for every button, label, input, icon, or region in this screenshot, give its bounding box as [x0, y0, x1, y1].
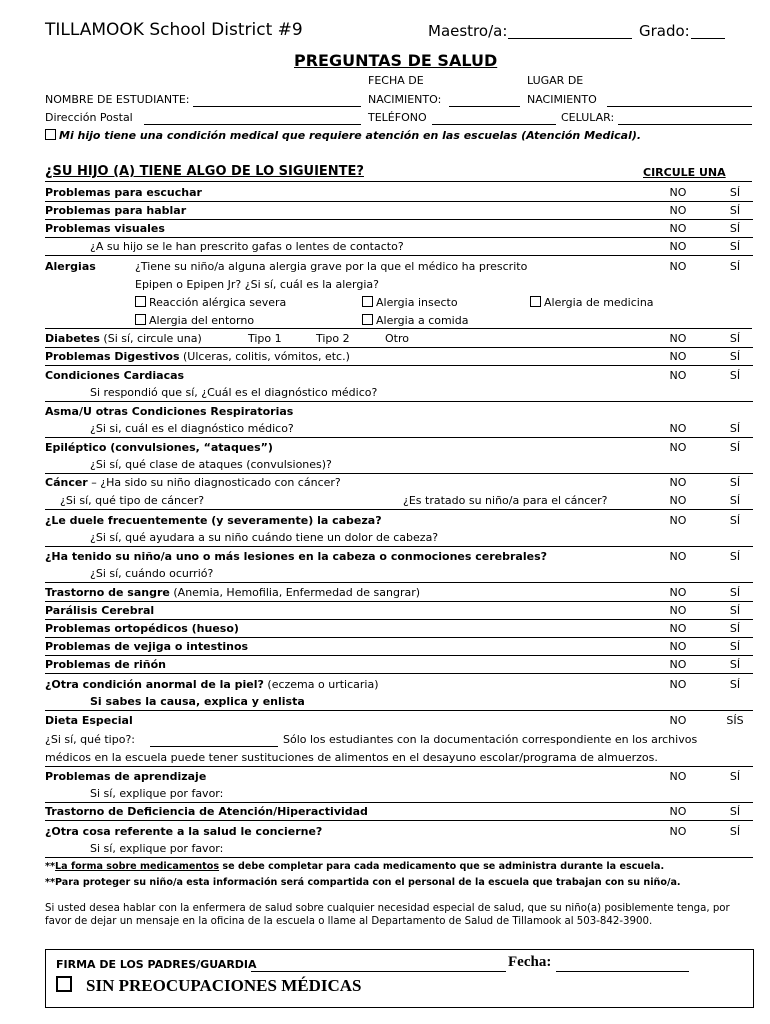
row-label: ¿A su hijo se le han prescrito gafas o lentes de contacto?	[90, 240, 404, 253]
no-option[interactable]: NO	[669, 604, 687, 617]
no-option[interactable]: NO	[669, 186, 687, 199]
no-option[interactable]: NO	[669, 332, 687, 345]
birth-place-field[interactable]	[607, 106, 752, 107]
no-option[interactable]: NO	[669, 204, 687, 217]
phone-label: TELÉFONO	[368, 111, 427, 124]
si-option[interactable]: SÍ	[729, 222, 741, 235]
medication-note	[45, 861, 664, 872]
otra-label: ¿Otra cosa referente a la salud le concierne?	[45, 825, 323, 838]
no-option[interactable]: NO	[669, 658, 687, 671]
contact-note: Si usted desea hablar con la enfermera de salud sobre cualquier necesidad especial de salud, que su niño(a) posiblemente tenga, por favor de dejar un mensaje en la oficina de la escuela o llame al Departamento de Salud de Tillamook al 503-842-3900.	[45, 903, 730, 927]
parents-signature-label: FIRMA DE LOS PADRES/GUARDIA	[56, 958, 257, 971]
lesiones-label: ¿Ha tenido su niño/a uno o más lesiones en la cabeza o conmociones cerebrales?	[45, 550, 548, 563]
insecto-checkbox[interactable]	[362, 296, 373, 307]
dieta-field[interactable]	[150, 746, 278, 747]
row-ortopedicos	[45, 620, 753, 638]
diabetes-label-group	[45, 332, 202, 345]
medication-note-text: se debe completar para cada medicamento que se administra durante la escuela.	[219, 861, 665, 872]
si-option[interactable]: SÍ	[729, 240, 741, 253]
alergia-question-2: Epipen o Epipen Jr? ¿Si sí, cuál es la alergia?	[135, 278, 380, 291]
alergia-medicina	[530, 296, 654, 309]
dieta-question: ¿Si sí, qué tipo?:	[45, 733, 135, 746]
row-label: Problemas visuales	[45, 222, 165, 235]
no-option[interactable]: NO	[669, 240, 687, 253]
row-aprendizaje-question	[45, 785, 753, 803]
sangre-label-group	[45, 586, 420, 599]
epileptico-label: Epiléptico (convulsiones, “ataques”)	[45, 441, 273, 454]
alergias-underline	[45, 328, 752, 329]
medication-form-link[interactable]: La forma sobre medicamentos	[55, 861, 220, 872]
district-name: TILLAMOOK School District #9	[45, 20, 303, 40]
cancer-label-group	[45, 476, 341, 489]
row-cardiacas-question	[45, 384, 753, 402]
si-option[interactable]: SÍ	[729, 476, 741, 489]
student-name-label: NOMBRE DE ESTUDIANTE:	[45, 93, 190, 106]
address-field[interactable]	[144, 124, 361, 125]
cancer-treated-question: ¿Es tratado su niño/a para el cáncer?	[403, 494, 608, 507]
student-name-field[interactable]	[193, 106, 361, 107]
entorno-label: Alergia del entorno	[149, 314, 255, 327]
no-option[interactable]: NO	[669, 476, 687, 489]
cancer-label: Cáncer	[45, 476, 88, 489]
row-line	[45, 710, 753, 711]
row-label: ¿Si sí, cuándo ocurrió?	[90, 567, 214, 580]
si-option[interactable]: SÍ	[729, 186, 741, 199]
dieta-label: Dieta Especial	[45, 714, 133, 727]
row-label: Problemas de vejiga o intestinos	[45, 640, 249, 653]
si-option[interactable]: SÍ	[729, 422, 741, 435]
row-line	[45, 820, 753, 821]
cardiacas-label: Condiciones Cardiacas	[45, 369, 185, 382]
comida-checkbox[interactable]	[362, 314, 373, 325]
no-option[interactable]: NO	[669, 805, 687, 818]
no-option[interactable]: NO	[669, 714, 687, 727]
insecto-label: Alergia insecto	[376, 296, 458, 309]
alergia-reaccion	[135, 296, 286, 309]
row-label: ¿Si si, cuál es el diagnóstico médico?	[90, 422, 294, 435]
si-option[interactable]: SÍ	[729, 586, 741, 599]
teacher-label: Maestro/a:	[428, 22, 508, 40]
no-option[interactable]: NO	[669, 550, 687, 563]
medical-condition-text: Mi hijo tiene una condición medical que requiere atención en las escuelas (Atención Medical).	[59, 129, 642, 142]
si-option[interactable]: SÍ	[729, 550, 741, 563]
aprendizaje-label: Problemas de aprendizaje	[45, 770, 207, 783]
no-option[interactable]: NO	[669, 422, 687, 435]
no-option[interactable]: NO	[669, 494, 687, 507]
si-option[interactable]: SÍ	[729, 441, 741, 454]
row-label: ¿Si sí, qué clase de ataques (convulsiones)?	[90, 458, 332, 471]
date-label: Fecha:	[508, 954, 552, 970]
teacher-field[interactable]	[508, 38, 632, 39]
si-option[interactable]: SÍ	[729, 604, 741, 617]
alergias-label: Alergias	[45, 260, 96, 273]
phone-field[interactable]	[432, 124, 556, 125]
otro-option[interactable]: Otro	[385, 332, 409, 345]
row-sangre	[45, 584, 753, 602]
si-option[interactable]: SÍ	[729, 369, 741, 382]
sis-option[interactable]: SÍS	[726, 714, 744, 727]
row-line	[45, 365, 753, 366]
row-hablar	[45, 202, 753, 220]
cell-label: CELULAR:	[561, 111, 615, 124]
row-paralisis	[45, 602, 753, 620]
no-concerns-checkbox[interactable]	[56, 976, 72, 992]
row-label: Problemas para escuchar	[45, 186, 202, 199]
diabetes-note: (Si sí, circule una)	[99, 332, 202, 345]
reaccion-label: Reacción alérgica severa	[149, 296, 287, 309]
no-concerns-label: SIN PREOCUPACIONES MÉDICAS	[86, 976, 362, 995]
si-option[interactable]: SÍ	[729, 260, 741, 273]
si-option[interactable]: SÍ	[729, 805, 741, 818]
tipo2-option[interactable]: Tipo 2	[316, 332, 350, 345]
no-option[interactable]: NO	[669, 514, 687, 527]
row-asma-question	[45, 420, 753, 438]
digestivos-note: (Ulceras, colitis, vómitos, etc.)	[179, 350, 350, 363]
sangre-note: (Anemia, Hemofilia, Enfermedad de sangrar)	[169, 586, 421, 599]
signature-box	[45, 949, 754, 1008]
fecha-de-label: FECHA DE	[368, 74, 424, 87]
row-label: Problemas de riñón	[45, 658, 166, 671]
grade-field[interactable]	[691, 38, 725, 39]
date-field[interactable]	[556, 971, 689, 972]
alergia-question-1: ¿Tiene su niño/a alguna alergia grave por la que el médico ha prescrito	[135, 260, 528, 273]
si-option[interactable]: SÍ	[729, 678, 741, 691]
piel-label-group	[45, 678, 379, 691]
row-line	[45, 509, 753, 510]
grade-label: Grado:	[639, 22, 690, 40]
no-option[interactable]: NO	[669, 678, 687, 691]
no-option[interactable]: NO	[669, 622, 687, 635]
row-line	[45, 401, 753, 402]
no-option[interactable]: NO	[669, 222, 687, 235]
medicina-checkbox[interactable]	[530, 296, 541, 307]
digestivos-label-group	[45, 350, 350, 363]
si-option[interactable]: SÍ	[729, 640, 741, 653]
row-line	[45, 546, 753, 547]
circle-one-label: CIRCULE UNA	[643, 166, 726, 179]
si-option[interactable]: SÍ	[729, 204, 741, 217]
dieta-note-1: Sólo los estudiantes con la documentación correspondiente en los archivos	[283, 733, 698, 746]
row-line	[45, 673, 753, 674]
row-digestivos	[45, 348, 753, 366]
medicina-label: Alergia de medicina	[544, 296, 654, 309]
no-option[interactable]: NO	[669, 369, 687, 382]
row-label: Si respondió que sí, ¿Cuál es el diagnóstico médico?	[90, 386, 378, 399]
row-cabeza-question	[45, 529, 753, 547]
row-label: ¿Si sí, qué ayudara a su niño cuándo tiene un dolor de cabeza?	[90, 531, 439, 544]
privacy-note: **Para proteger su niño/a esta información será compartida con el personal de la escuela que trabajan con su niño/a.	[45, 877, 681, 888]
piel-label: ¿Otra condición anormal de la piel?	[45, 678, 264, 691]
row-visuales	[45, 220, 753, 238]
row-line	[45, 255, 753, 256]
tipo1-option[interactable]: Tipo 1	[248, 332, 282, 345]
page-title: PREGUNTAS DE SALUD	[294, 51, 498, 70]
dieta-note-2: médicos en la escuela puede tener sustituciones de alimentos en el desayuno escolar/programa de almuerzos.	[45, 751, 658, 764]
row-label: Problemas ortopédicos (hueso)	[45, 622, 239, 635]
row-dieta-note	[45, 749, 753, 767]
medical-condition-row	[45, 129, 641, 142]
si-option[interactable]: SÍ	[729, 332, 741, 345]
medical-condition-checkbox[interactable]	[45, 129, 56, 140]
row-label: Trastorno de Deficiencia de Atención/Hiperactividad	[45, 805, 368, 818]
asma-label: Asma/U otras Condiciones Respiratorias	[45, 405, 294, 418]
row-label: Si sí, explique por favor:	[90, 842, 224, 855]
birth-date-field[interactable]	[449, 106, 520, 107]
piel-note: (eczema o urticaria)	[263, 678, 379, 691]
row-label: Si sabes la causa, explica y enlista	[90, 695, 305, 708]
no-option[interactable]: NO	[669, 586, 687, 599]
no-option[interactable]: NO	[669, 640, 687, 653]
si-option[interactable]: SÍ	[729, 658, 741, 671]
row-label: Si sí, explique por favor:	[90, 787, 224, 800]
cancer-question: – ¿Ha sido su niño diagnosticado con cáncer?	[87, 476, 341, 489]
row-rinon	[45, 656, 753, 674]
si-option[interactable]: SÍ	[729, 514, 741, 527]
row-epileptico-question	[45, 456, 753, 474]
row-lesiones-question	[45, 565, 753, 583]
no-option[interactable]: NO	[669, 350, 687, 363]
row-cancer-detail	[45, 492, 753, 510]
row-vejiga	[45, 638, 753, 656]
si-option[interactable]: SÍ	[729, 350, 741, 363]
no-option[interactable]: NO	[669, 770, 687, 783]
birth-place-label: NACIMIENTO	[527, 93, 597, 106]
row-escuchar	[45, 184, 753, 202]
lugar-de-label: LUGAR DE	[527, 74, 584, 87]
heading-underline	[45, 181, 752, 182]
note-marker: **	[45, 861, 56, 872]
row-piel-question	[45, 693, 753, 711]
row-otra-question	[45, 840, 753, 858]
digestivos-label: Problemas Digestivos	[45, 350, 180, 363]
row-gafas	[45, 238, 753, 256]
no-option[interactable]: NO	[669, 825, 687, 838]
cabeza-label: ¿Le duele frecuentemente (y severamente) la cabeza?	[45, 514, 382, 527]
address-label: Dirección Postal	[45, 111, 133, 124]
si-option[interactable]: SÍ	[729, 622, 741, 635]
row-label: Parálisis Cerebral	[45, 604, 155, 617]
diabetes-label: Diabetes	[45, 332, 100, 345]
si-option[interactable]: SÍ	[729, 494, 741, 507]
parents-signature-field[interactable]	[251, 971, 506, 972]
reaccion-checkbox[interactable]	[135, 296, 146, 307]
no-option[interactable]: NO	[669, 260, 687, 273]
cancer-type-question: ¿Si sí, qué tipo de cáncer?	[60, 494, 205, 507]
comida-label: Alergia a comida	[376, 314, 469, 327]
alergia-insecto	[362, 296, 458, 309]
row-line	[45, 437, 753, 438]
si-option[interactable]: SÍ	[729, 770, 741, 783]
si-option[interactable]: SÍ	[729, 825, 741, 838]
row-diabetes	[45, 330, 753, 348]
section-heading: ¿SU HIJO (A) TIENE ALGO DE LO SIGUIENTE?	[45, 164, 364, 179]
row-line	[45, 766, 753, 767]
row-tdah	[45, 803, 753, 821]
cell-field[interactable]	[618, 124, 752, 125]
no-concerns-row	[56, 976, 362, 996]
row-line	[45, 857, 753, 858]
entorno-checkbox[interactable]	[135, 314, 146, 325]
row-label: Problemas para hablar	[45, 204, 187, 217]
alergia-entorno	[135, 314, 254, 327]
birth-date-label: NACIMIENTO:	[368, 93, 442, 106]
row-cancer	[45, 474, 753, 492]
alergia-comida	[362, 314, 468, 327]
no-option[interactable]: NO	[669, 441, 687, 454]
row-line	[45, 582, 753, 583]
sangre-label: Trastorno de sangre	[45, 586, 170, 599]
